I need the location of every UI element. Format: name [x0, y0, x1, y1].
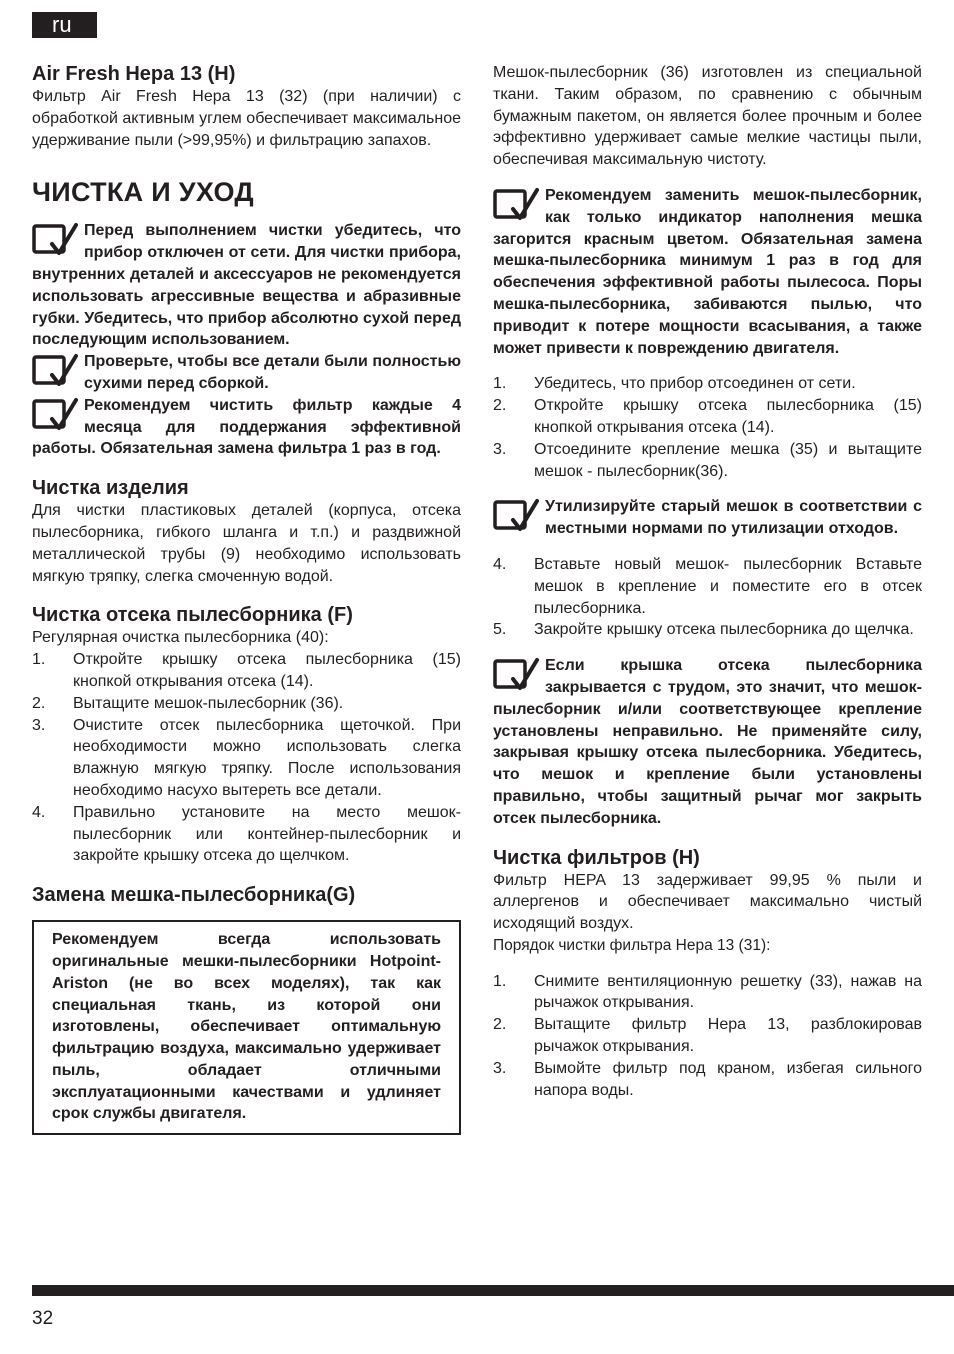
list-item: 1. Убедитесь, что прибор отсоединен от сети. — [493, 375, 856, 393]
note-lid-closing — [493, 655, 922, 829]
filters-heading: Чистка фильтров (H) — [493, 846, 700, 869]
checkbox-note-icon — [32, 222, 78, 256]
dust-compartment-heading: Чистка отсека пылесборника (F) — [32, 604, 353, 627]
original-bags-notice: Рекомендуем всегда использовать оригинальные мешки-пылесборники Hotpoint- Ariston (не во всех моделях), так как специальная ткань, из которой они изготовлены, обеспечивает оптимальную фильтрацию воздуха, максимально удерживает пыль, обладает отличными эксплуатационными качествами и удлиняет срок службы двигателя. — [32, 920, 461, 1135]
checkbox-note-icon — [493, 657, 539, 691]
note-dispose-bag — [493, 496, 922, 540]
list-item: 3. Отсоедините крепление мешка (35) и вытащите мешок - пылесборник(36). — [493, 440, 922, 480]
note-unplug-text: Перед выполнением чистки убедитесь, что прибор отключен от сети. Для чистки прибора, внутренних деталей и аксессуаров не рекомендуется использовать агрессивные вещества и абразивные губки. Убедитесь, что прибор абсолютно сухой перед последующим использованием. — [32, 222, 461, 349]
bag-replace-heading: Замена мешка-пылесборника(G) — [32, 884, 356, 907]
checkbox-note-icon — [32, 397, 78, 431]
filters-steps — [493, 971, 922, 1102]
filters-order: Порядок чистки фильтра Hepa 13 (31): — [493, 936, 771, 954]
note-filter-clean — [32, 395, 461, 460]
cleaning-product-text: Для чистки пластиковых деталей (корпуса, отсека пылесборника, гибкого шланга и т.п.) и раздвижной металлической трубы (9) необходимо использовать мягкую тряпку, слегка смоченную водой. — [32, 502, 461, 585]
list-item: 2. Вытащите мешок-пылесборник (36). — [32, 694, 344, 712]
cleaning-product-heading: Чистка изделия — [32, 477, 189, 500]
list-item: 2. Вытащите фильтр Hepa 13, разблокировав рычажок открывания. — [493, 1016, 922, 1056]
dust-compartment-intro: Регулярная очистка пылесборника (40): — [32, 629, 329, 647]
note-dispose-bag-text: Утилизируйте старый мешок в соответствии с местными нормами по утилизации отходов. — [545, 498, 922, 538]
list-item: 1. Снимите вентиляционную решетку (33), нажав на рычажок открывания. — [493, 972, 922, 1012]
list-item: 4. Правильно установите на место мешок-пылесборник или контейнер-пылесборник и закройте крышку отсека до щелчком. — [32, 803, 461, 865]
bag-steps-b — [493, 554, 922, 641]
note-replace-bag — [493, 185, 922, 359]
footer-rule — [32, 1285, 954, 1296]
list-item: 2. Откройте крышку отсека пылесборника (15) кнопкой открывания отсека (14). — [493, 397, 922, 436]
air-fresh-heading: Air Fresh Hepa 13 (H) — [32, 63, 236, 85]
list-item: 1. Откройте крышку отсека пылесборника (15) кнопкой открывания отсека (14). — [32, 651, 461, 690]
checkbox-note-icon — [493, 498, 539, 532]
left-column — [32, 62, 461, 1135]
list-item: 3. Очистите отсек пылесборника щеточкой. При необходимости можно использовать слегка влажную мягкую тряпку. После использования необходимо насухо вытереть все детали. — [32, 716, 461, 799]
dust-compartment-steps — [32, 649, 461, 867]
page-title: ЧИСТКА И УХОД — [32, 177, 254, 208]
page-number: 32 — [32, 1308, 54, 1329]
note-replace-bag-text: Рекомендуем заменить мешок-пылесборник, как только индикатор наполнения мешка загорится красным цветом. Обязательная замена мешка-пылесборника минимум 1 раз в год для обеспечения эффективной работы пылесоса. Поры мешка-пылесборника, забиваются пылью, что приводит к потере мощности всасывания, а также может привести к повреждению двигателя. — [493, 186, 922, 357]
bag-description: Мешок-пылесборник (36) изготовлен из специальной ткани. Таким образом, по сравнению с обычным бумажным пакетом, он является более прочным и более эффективно удерживает самые мелкие частицы пыли, обеспечивая максимальную чистоту. — [493, 64, 922, 169]
list-item: 5. Закройте крышку отсека пылесборника до щелчка. — [493, 621, 914, 639]
list-item: 4. Вставьте новый мешок- пылесборник Вставьте мешок в крепление и поместите его в отсек пылесборника. — [493, 555, 922, 617]
note-lid-closing-text: Если крышка отсека пылесборника закрывается с трудом, это значит, что мешок- пылесборник и/или соответствующее крепление установлены неправильно. Не применяйте силу, закрывая крышку отсека пылесборника. Убедитесь, что мешок и крепление были установлены правильно, чтобы защитный рычаг мог закрыть отсек пылесборника. — [493, 657, 922, 827]
note-dry-parts-text: Проверьте, чтобы все детали были полностью сухими перед сборкой. — [84, 353, 461, 392]
list-item: 3. Вымойте фильтр под краном, избегая сильного напора воды. — [493, 1059, 922, 1099]
filters-text: Фильтр HEPA 13 задерживает 99,95 % пыли и аллергенов и обеспечивает максимально чистый исходящий воздух. — [493, 871, 922, 933]
checkbox-note-icon — [493, 187, 539, 221]
checkbox-note-icon — [32, 353, 78, 387]
bag-steps-a — [493, 373, 922, 482]
right-column — [493, 62, 922, 1101]
air-fresh-text: Фильтр Air Fresh Hepa 13 (32) (при наличии) с обработкой активным углем обеспечивает максимальное удерживание пыли (>99,95%) и фильтрацию запахов. — [32, 88, 461, 149]
language-tag: ru — [32, 12, 97, 38]
note-filter-clean-text: Рекомендуем чистить фильтр каждые 4 месяца для поддержания эффективной работы. Обязательная замена фильтра 1 раз в год. — [32, 396, 461, 458]
note-dry-parts — [32, 351, 461, 395]
note-unplug — [32, 220, 461, 351]
